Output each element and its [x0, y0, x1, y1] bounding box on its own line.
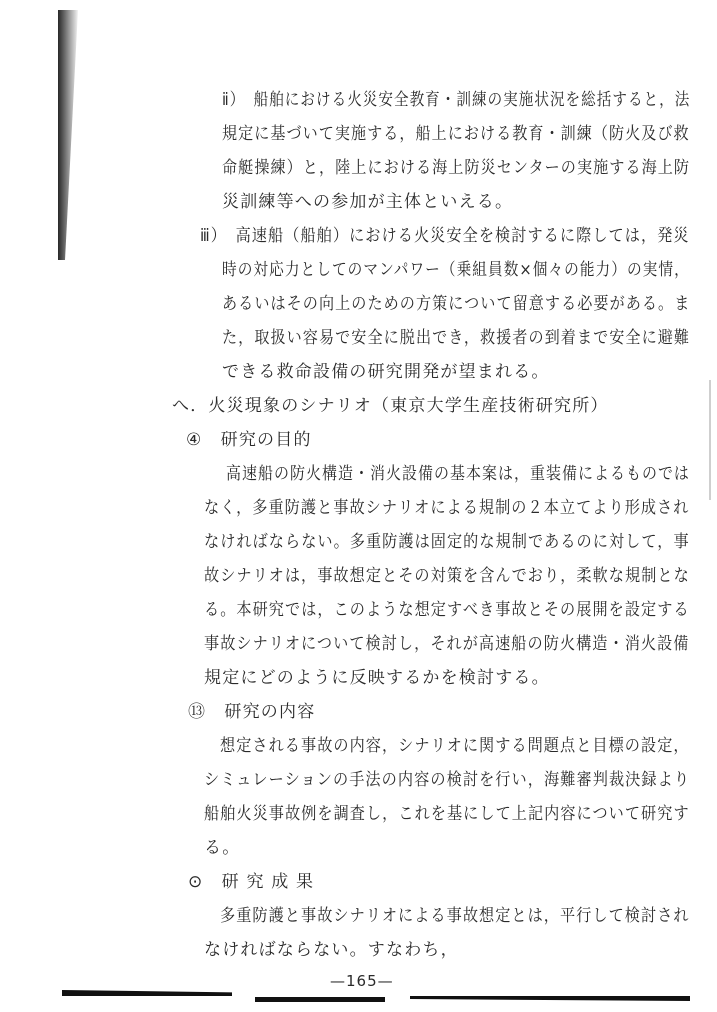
text-line-26: なければならない。すなわち，: [204, 940, 459, 960]
text-line-4: 災訓練等への参加が主体といえる。: [222, 192, 514, 212]
text-line-16: る。本研究では，このような想定すべき事故とその展開を設定する: [204, 600, 690, 620]
text-line-25: 多重防護と事故シナリオによる事故想定とは，平行して検討され: [220, 906, 690, 926]
subsection-heading-results: ⊙ 研 究 成 果: [188, 872, 315, 892]
text-line-20: 想定される事故の内容，シナリオに関する問題点と目標の設定，: [220, 736, 690, 756]
text-line-5: ⅲ） 高速船（船舶）における火災安全を検討するに際しては，発災: [200, 226, 690, 246]
text-line-15: 故シナリオは，事故想定とその対策を含んでおり，柔軟な規制とな: [204, 566, 690, 586]
subsection-heading-content: ⑬ 研究の内容: [188, 702, 316, 722]
scan-right-edge: [709, 380, 711, 500]
text-line-6: 時の対応力としてのマンパワー（乗組員数×個々の能力）の実情，: [222, 260, 690, 280]
text-line-22: 船舶火災事故例を調査し，これを基にして上記内容について研究す: [204, 804, 690, 824]
text-line-14: なければならない。多重防護は固定的な規制であるのに対して，事: [204, 532, 690, 552]
text-line-12: 高速船の防火構造・消火設備の基本案は，重装備によるものでは: [226, 464, 690, 484]
subsection-heading-purpose: ④ 研究の目的: [186, 430, 312, 450]
scan-bottom-edge-mid: [255, 997, 385, 1002]
section-heading: へ．火災現象のシナリオ（東京大学生産技術研究所）: [172, 396, 609, 416]
text-line-8: た，取扱い容易で安全に脱出でき，救援者の到着まで安全に避難: [222, 328, 691, 348]
text-line-7: あるいはその向上のための方策について留意する必要がある。ま: [222, 294, 691, 314]
text-line-13: なく，多重防護と事故シナリオによる規制の２本立てより形成され: [204, 498, 690, 518]
text-line-17: 事故シナリオについて検討し，それが高速船の防火構造・消火設備: [204, 634, 690, 654]
text-line-23: る。: [204, 838, 241, 858]
text-line-9: できる救命設備の研究開発が望まれる。: [222, 362, 550, 382]
scan-edge-shadow: [58, 10, 78, 260]
text-line-2: 規定に基づいて実施する，船上における教育・訓練（防火及び救: [222, 124, 690, 144]
text-line-3: 命艇操練）と，陸上における海上防災センターの実施する海上防: [222, 158, 691, 178]
scan-bottom-edge-right: [410, 996, 690, 1001]
page-number: —165—: [330, 972, 394, 990]
scan-bottom-edge-left: [62, 990, 232, 996]
text-line-18: 規定にどのように反映するかを検討する。: [204, 668, 550, 688]
text-line-1: ⅱ） 船舶における火災安全教育・訓練の実施状況を総括すると，法: [222, 90, 691, 110]
text-line-21: シミュレーションの手法の内容の検討を行い，海難審判裁決録より: [204, 770, 691, 790]
